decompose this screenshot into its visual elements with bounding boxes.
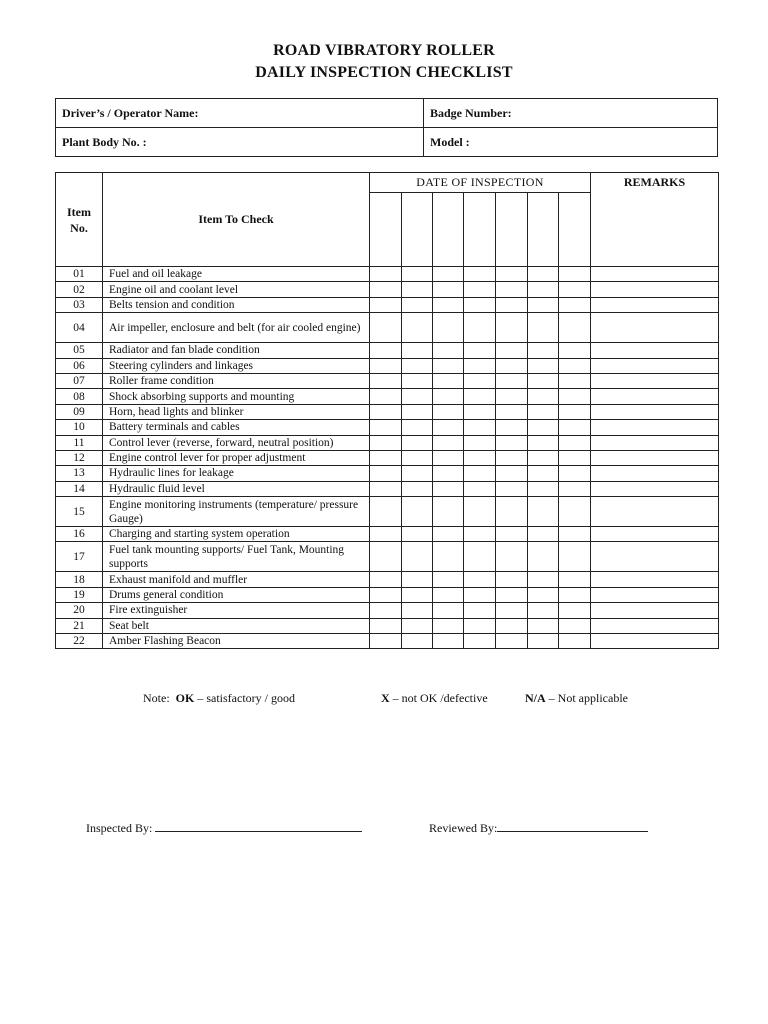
check-cell[interactable] (370, 466, 402, 481)
table-row (56, 587, 719, 602)
ok-code: OK (175, 691, 195, 705)
check-cell[interactable] (496, 282, 528, 297)
table-row (56, 373, 719, 388)
check-cell[interactable] (402, 373, 433, 388)
check-cell[interactable] (433, 313, 464, 343)
check-cell[interactable] (370, 587, 402, 602)
item-number: 13 (56, 466, 103, 481)
remarks-cell[interactable] (591, 358, 719, 373)
date-cell[interactable] (528, 193, 559, 267)
check-cell[interactable] (559, 313, 591, 343)
table-row (56, 358, 719, 373)
check-cell[interactable] (370, 497, 402, 527)
legend-ok (143, 691, 295, 706)
check-cell[interactable] (464, 420, 496, 435)
check-cell[interactable] (370, 542, 402, 572)
check-cell[interactable] (370, 450, 402, 465)
check-cell[interactable] (496, 572, 528, 587)
remarks-cell[interactable] (591, 282, 719, 297)
check-cell[interactable] (528, 481, 559, 496)
check-cell[interactable] (402, 450, 433, 465)
table-row (56, 527, 719, 542)
check-cell[interactable] (559, 481, 591, 496)
check-cell[interactable] (496, 420, 528, 435)
remarks-cell[interactable] (591, 389, 719, 404)
check-cell[interactable] (528, 542, 559, 572)
model-field[interactable]: Model : (424, 128, 718, 157)
check-cell[interactable] (559, 435, 591, 450)
check-cell[interactable] (370, 634, 402, 649)
remarks-cell[interactable] (591, 435, 719, 450)
check-cell[interactable] (496, 297, 528, 312)
document-subtitle: DAILY INSPECTION CHECKLIST (255, 64, 513, 81)
item-to-check: Shock absorbing supports and mounting (103, 389, 370, 404)
ok-text: – satisfactory / good (197, 691, 295, 705)
check-cell[interactable] (528, 527, 559, 542)
check-cell[interactable] (496, 267, 528, 282)
check-cell[interactable] (559, 420, 591, 435)
check-cell[interactable] (528, 466, 559, 481)
item-to-check: Fire extinguisher (103, 603, 370, 618)
item-to-check: Horn, head lights and blinker (103, 404, 370, 419)
check-cell[interactable] (464, 267, 496, 282)
table-row (56, 481, 719, 496)
check-cell[interactable] (370, 603, 402, 618)
remarks-cell[interactable] (591, 497, 719, 527)
check-cell[interactable] (402, 313, 433, 343)
check-cell[interactable] (496, 404, 528, 419)
check-cell[interactable] (433, 343, 464, 358)
check-cell[interactable] (402, 618, 433, 633)
check-cell[interactable] (528, 572, 559, 587)
date-cell[interactable] (370, 193, 402, 267)
check-cell[interactable] (464, 450, 496, 465)
date-cell[interactable] (433, 193, 464, 267)
check-cell[interactable] (402, 267, 433, 282)
check-cell[interactable] (433, 466, 464, 481)
check-cell[interactable] (559, 389, 591, 404)
reviewed-by-signature (429, 821, 648, 836)
check-cell[interactable] (559, 618, 591, 633)
check-cell[interactable] (559, 282, 591, 297)
remarks-cell[interactable] (591, 267, 719, 282)
check-cell[interactable] (402, 634, 433, 649)
na-code: N/A (525, 691, 546, 705)
check-cell[interactable] (528, 313, 559, 343)
check-cell[interactable] (370, 389, 402, 404)
item-number: 12 (56, 450, 103, 465)
item-number: 08 (56, 389, 103, 404)
check-cell[interactable] (496, 618, 528, 633)
date-of-inspection-header: DATE OF INSPECTION (370, 173, 591, 193)
check-cell[interactable] (464, 373, 496, 388)
check-cell[interactable] (464, 435, 496, 450)
check-cell[interactable] (559, 634, 591, 649)
remarks-cell[interactable] (591, 542, 719, 572)
check-cell[interactable] (402, 481, 433, 496)
item-number: 22 (56, 634, 103, 649)
check-cell[interactable] (402, 572, 433, 587)
remarks-cell[interactable] (591, 603, 719, 618)
check-cell[interactable] (496, 527, 528, 542)
item-to-check: Hydraulic fluid level (103, 481, 370, 496)
table-row (56, 389, 719, 404)
reviewed-by-line[interactable] (497, 822, 648, 832)
remarks-cell[interactable] (591, 420, 719, 435)
check-cell[interactable] (496, 481, 528, 496)
document-title: ROAD VIBRATORY ROLLER (273, 42, 495, 59)
check-cell[interactable] (464, 497, 496, 527)
item-number: 05 (56, 343, 103, 358)
check-cell[interactable] (528, 358, 559, 373)
item-number: 21 (56, 618, 103, 633)
date-cell[interactable] (402, 193, 433, 267)
inspected-by-label: Inspected By: (86, 821, 153, 835)
check-cell[interactable] (528, 587, 559, 602)
check-cell[interactable] (496, 373, 528, 388)
item-to-check: Engine control lever for proper adjustment (103, 450, 370, 465)
item-number: 15 (56, 497, 103, 527)
check-cell[interactable] (433, 481, 464, 496)
check-cell[interactable] (528, 497, 559, 527)
check-cell[interactable] (402, 527, 433, 542)
item-number: 03 (56, 297, 103, 312)
check-cell[interactable] (433, 527, 464, 542)
item-to-check: Engine monitoring instruments (temperature/ pressure Gauge) (103, 497, 370, 527)
check-cell[interactable] (370, 481, 402, 496)
table-row (56, 404, 719, 419)
check-cell[interactable] (464, 634, 496, 649)
item-number: 04 (56, 313, 103, 343)
check-cell[interactable] (433, 282, 464, 297)
item-to-check-header: Item To Check (103, 173, 370, 267)
remarks-header: REMARKS (591, 173, 719, 267)
item-number: 09 (56, 404, 103, 419)
check-cell[interactable] (402, 603, 433, 618)
check-cell[interactable] (496, 389, 528, 404)
item-number: 02 (56, 282, 103, 297)
reviewed-by-label: Reviewed By: (429, 821, 498, 835)
check-cell[interactable] (464, 466, 496, 481)
item-number: 06 (56, 358, 103, 373)
check-cell[interactable] (464, 587, 496, 602)
check-cell[interactable] (464, 542, 496, 572)
item-number: 14 (56, 481, 103, 496)
check-cell[interactable] (402, 542, 433, 572)
item-to-check: Battery terminals and cables (103, 420, 370, 435)
check-cell[interactable] (370, 527, 402, 542)
table-row (56, 542, 719, 572)
check-cell[interactable] (559, 587, 591, 602)
check-cell[interactable] (370, 435, 402, 450)
item-to-check: Roller frame condition (103, 373, 370, 388)
item-number: 11 (56, 435, 103, 450)
item-number: 19 (56, 587, 103, 602)
check-cell[interactable] (559, 466, 591, 481)
item-to-check: Fuel and oil leakage (103, 267, 370, 282)
na-text: – Not applicable (548, 691, 628, 705)
item-to-check: Belts tension and condition (103, 297, 370, 312)
item-to-check: Steering cylinders and linkages (103, 358, 370, 373)
check-cell[interactable] (559, 603, 591, 618)
check-cell[interactable] (496, 603, 528, 618)
check-cell[interactable] (433, 618, 464, 633)
item-number: 07 (56, 373, 103, 388)
check-cell[interactable] (559, 404, 591, 419)
check-cell[interactable] (370, 618, 402, 633)
check-cell[interactable] (496, 497, 528, 527)
check-cell[interactable] (402, 435, 433, 450)
item-number: 18 (56, 572, 103, 587)
check-cell[interactable] (528, 618, 559, 633)
check-cell[interactable] (433, 267, 464, 282)
badge-number-field[interactable]: Badge Number: (424, 99, 718, 128)
remarks-cell[interactable] (591, 343, 719, 358)
table-row (56, 497, 719, 527)
remarks-cell[interactable] (591, 404, 719, 419)
driver-name-field[interactable]: Driver’s / Operator Name: (56, 99, 424, 128)
item-number: 20 (56, 603, 103, 618)
check-cell[interactable] (528, 267, 559, 282)
check-cell[interactable] (464, 527, 496, 542)
table-row (56, 267, 719, 282)
operator-info-table (55, 98, 718, 157)
check-cell[interactable] (433, 497, 464, 527)
check-cell[interactable] (528, 634, 559, 649)
check-cell[interactable] (559, 267, 591, 282)
check-cell[interactable] (496, 466, 528, 481)
table-row (56, 297, 719, 312)
remarks-cell[interactable] (591, 587, 719, 602)
check-cell[interactable] (496, 634, 528, 649)
remarks-cell[interactable] (591, 634, 719, 649)
check-cell[interactable] (496, 587, 528, 602)
check-cell[interactable] (370, 373, 402, 388)
check-cell[interactable] (370, 282, 402, 297)
check-cell[interactable] (402, 297, 433, 312)
check-cell[interactable] (402, 420, 433, 435)
check-cell[interactable] (464, 282, 496, 297)
remarks-cell[interactable] (591, 466, 719, 481)
check-cell[interactable] (370, 313, 402, 343)
table-row (56, 572, 719, 587)
check-cell[interactable] (433, 450, 464, 465)
remarks-cell[interactable] (591, 297, 719, 312)
check-cell[interactable] (433, 358, 464, 373)
item-to-check: Engine oil and coolant level (103, 282, 370, 297)
remarks-cell[interactable] (591, 373, 719, 388)
check-cell[interactable] (528, 373, 559, 388)
check-cell[interactable] (528, 435, 559, 450)
table-row (56, 450, 719, 465)
check-cell[interactable] (496, 358, 528, 373)
check-cell[interactable] (370, 267, 402, 282)
table-row (56, 466, 719, 481)
check-cell[interactable] (528, 420, 559, 435)
item-to-check: Charging and starting system operation (103, 527, 370, 542)
item-to-check: Air impeller, enclosure and belt (for air cooled engine) (103, 313, 370, 343)
check-cell[interactable] (496, 435, 528, 450)
table-row (56, 435, 719, 450)
item-to-check: Exhaust manifold and muffler (103, 572, 370, 587)
remarks-cell[interactable] (591, 618, 719, 633)
remarks-cell[interactable] (591, 313, 719, 343)
check-cell[interactable] (433, 634, 464, 649)
check-cell[interactable] (528, 297, 559, 312)
table-row (56, 282, 719, 297)
x-text: – not OK /defective (392, 691, 488, 705)
check-cell[interactable] (370, 420, 402, 435)
item-number: 01 (56, 267, 103, 282)
check-cell[interactable] (370, 358, 402, 373)
check-cell[interactable] (528, 343, 559, 358)
x-code: X (381, 691, 390, 705)
remarks-cell[interactable] (591, 481, 719, 496)
check-cell[interactable] (402, 358, 433, 373)
checklist-body (56, 267, 719, 649)
note-prefix: Note: (143, 691, 170, 705)
check-cell[interactable] (433, 297, 464, 312)
check-cell[interactable] (464, 481, 496, 496)
check-cell[interactable] (402, 404, 433, 419)
inspected-by-line[interactable] (155, 822, 362, 832)
check-cell[interactable] (402, 466, 433, 481)
item-no-header-label: Item No. (67, 204, 91, 235)
check-cell[interactable] (433, 420, 464, 435)
check-cell[interactable] (464, 618, 496, 633)
inspection-checklist-table (55, 172, 719, 649)
remarks-cell[interactable] (591, 527, 719, 542)
check-cell[interactable] (433, 404, 464, 419)
item-to-check: Hydraulic lines for leakage (103, 466, 370, 481)
check-cell[interactable] (433, 542, 464, 572)
check-cell[interactable] (402, 343, 433, 358)
check-cell[interactable] (464, 343, 496, 358)
check-cell[interactable] (496, 450, 528, 465)
inspected-by-signature (86, 821, 362, 836)
check-cell[interactable] (464, 358, 496, 373)
check-cell[interactable] (464, 572, 496, 587)
check-cell[interactable] (559, 572, 591, 587)
check-cell[interactable] (464, 313, 496, 343)
remarks-cell[interactable] (591, 572, 719, 587)
item-number: 16 (56, 527, 103, 542)
check-cell[interactable] (370, 404, 402, 419)
table-row (56, 343, 719, 358)
check-cell[interactable] (464, 404, 496, 419)
check-cell[interactable] (370, 572, 402, 587)
legend-na (525, 691, 628, 706)
check-cell[interactable] (528, 404, 559, 419)
check-cell[interactable] (433, 587, 464, 602)
check-cell[interactable] (559, 358, 591, 373)
item-number: 10 (56, 420, 103, 435)
check-cell[interactable] (559, 497, 591, 527)
item-to-check: Amber Flashing Beacon (103, 634, 370, 649)
date-cell[interactable] (496, 193, 528, 267)
table-row (56, 420, 719, 435)
date-cell[interactable] (559, 193, 591, 267)
remarks-cell[interactable] (591, 450, 719, 465)
table-row (56, 634, 719, 649)
check-cell[interactable] (370, 297, 402, 312)
plant-body-field[interactable]: Plant Body No. : (56, 128, 424, 157)
check-cell[interactable] (496, 542, 528, 572)
check-cell[interactable] (496, 343, 528, 358)
item-to-check: Seat belt (103, 618, 370, 633)
check-cell[interactable] (559, 343, 591, 358)
check-cell[interactable] (433, 435, 464, 450)
check-cell[interactable] (528, 603, 559, 618)
table-row (56, 313, 719, 343)
date-cell[interactable] (464, 193, 496, 267)
check-cell[interactable] (528, 282, 559, 297)
check-cell[interactable] (433, 373, 464, 388)
check-cell[interactable] (559, 373, 591, 388)
check-cell[interactable] (402, 282, 433, 297)
table-row (56, 603, 719, 618)
check-cell[interactable] (559, 542, 591, 572)
check-cell[interactable] (464, 389, 496, 404)
table-row (56, 618, 719, 633)
item-number: 17 (56, 542, 103, 572)
item-to-check: Radiator and fan blade condition (103, 343, 370, 358)
check-cell[interactable] (559, 297, 591, 312)
check-cell[interactable] (402, 497, 433, 527)
check-cell[interactable] (559, 450, 591, 465)
check-cell[interactable] (559, 527, 591, 542)
check-cell[interactable] (528, 389, 559, 404)
check-cell[interactable] (433, 572, 464, 587)
check-cell[interactable] (370, 343, 402, 358)
check-cell[interactable] (433, 389, 464, 404)
item-to-check: Control lever (reverse, forward, neutral position) (103, 435, 370, 450)
check-cell[interactable] (402, 389, 433, 404)
check-cell[interactable] (528, 450, 559, 465)
legend-x (381, 691, 488, 706)
check-cell[interactable] (464, 603, 496, 618)
check-cell[interactable] (496, 313, 528, 343)
item-to-check: Fuel tank mounting supports/ Fuel Tank, Mounting supports (103, 542, 370, 572)
item-no-header (56, 173, 103, 267)
check-cell[interactable] (433, 603, 464, 618)
check-cell[interactable] (464, 297, 496, 312)
check-cell[interactable] (402, 587, 433, 602)
item-to-check: Drums general condition (103, 587, 370, 602)
